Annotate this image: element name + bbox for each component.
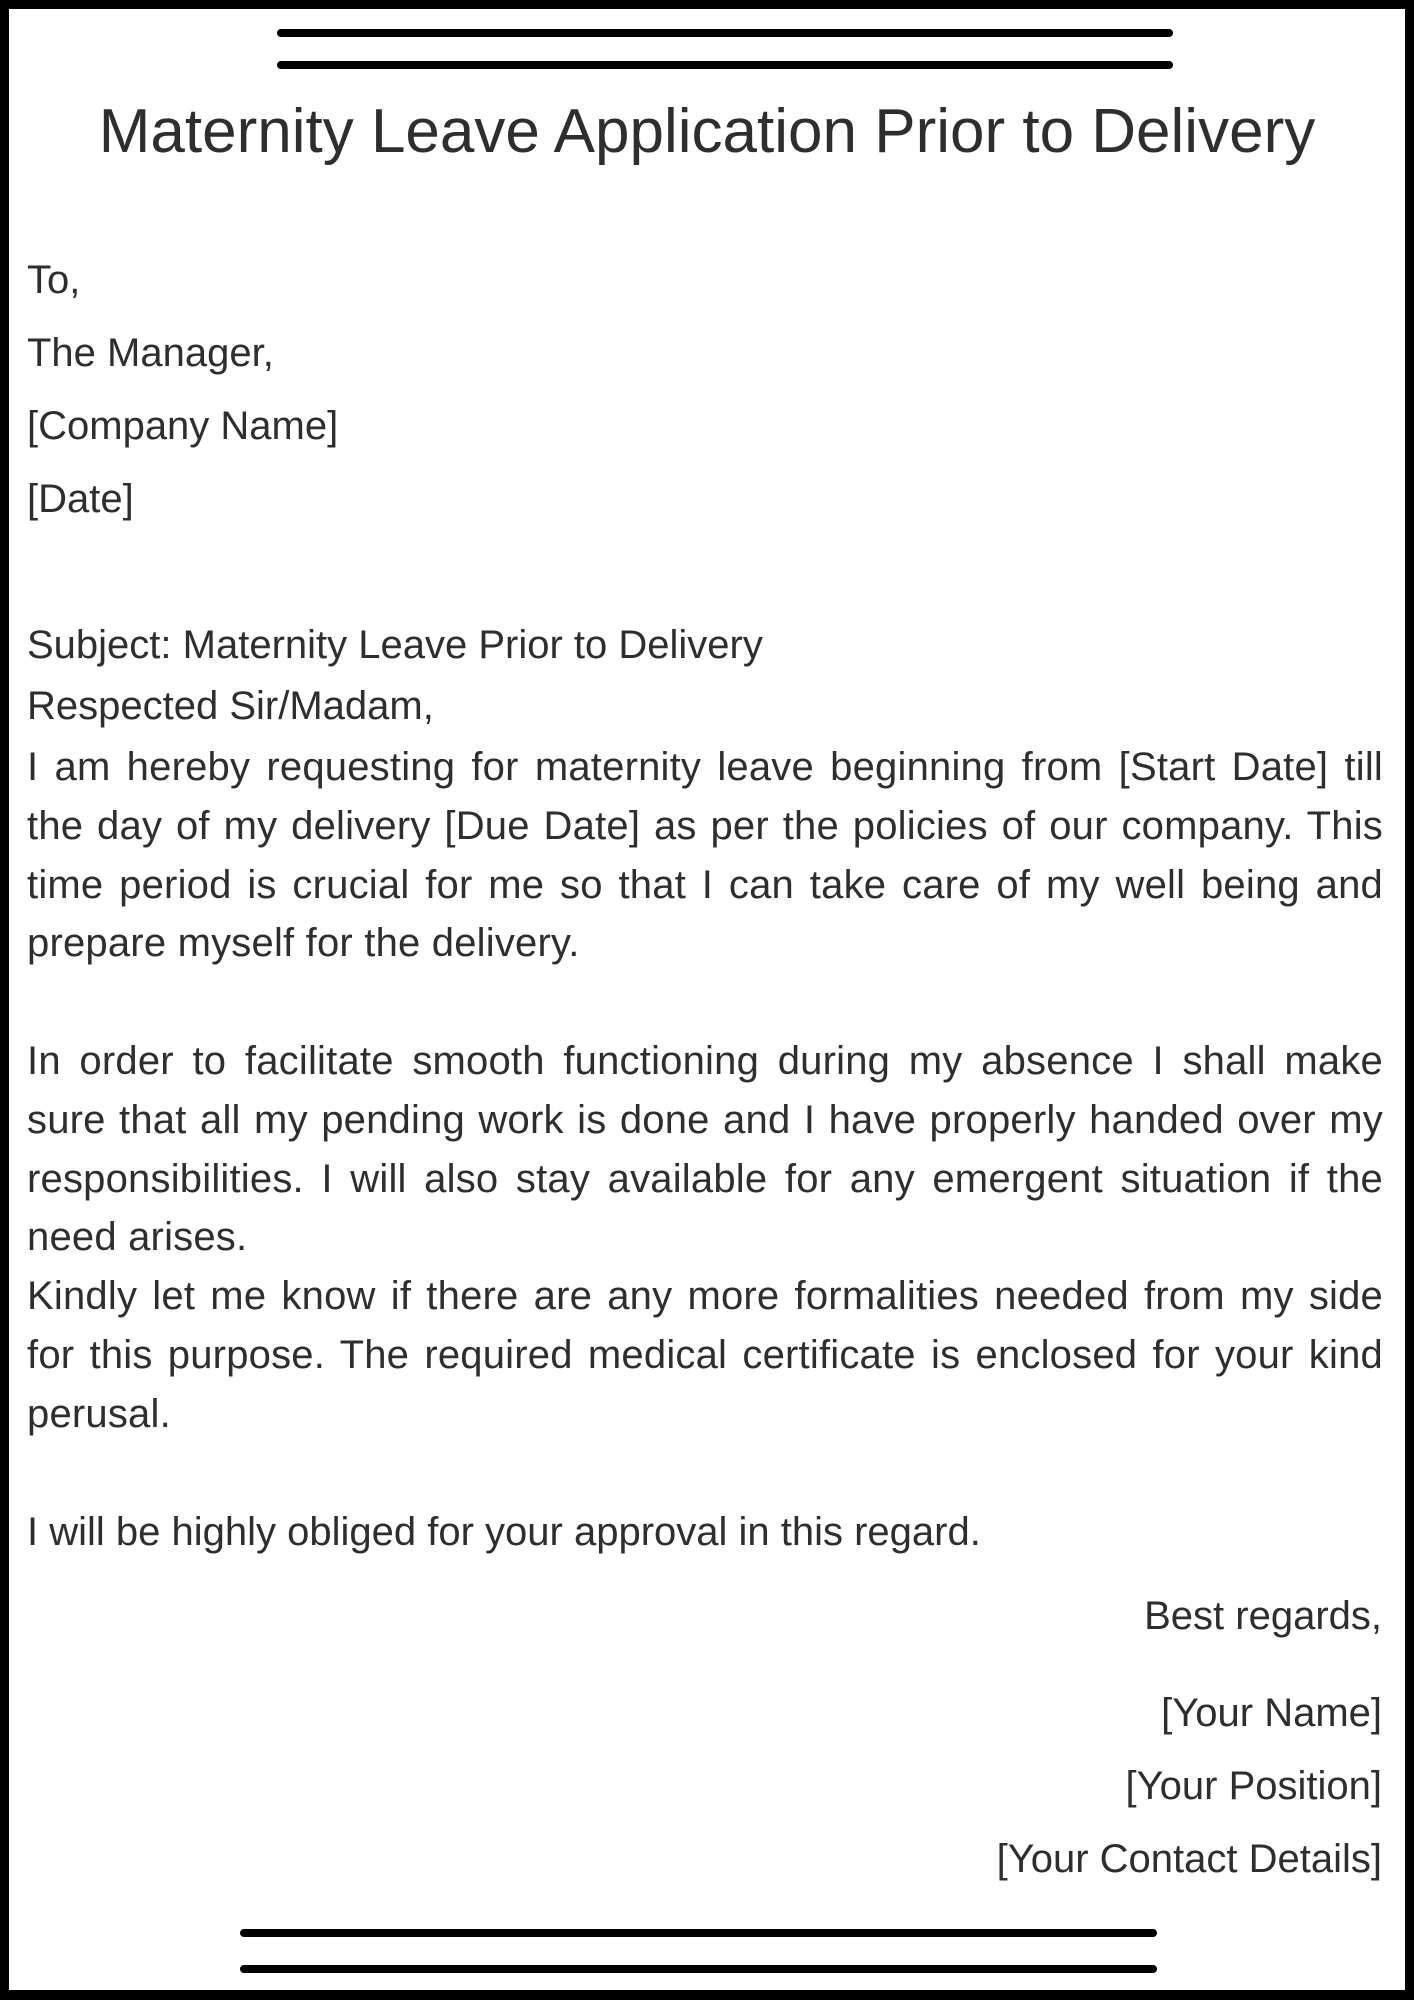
- closing-line: I will be highly obliged for your approval in this regard.: [27, 1510, 981, 1554]
- body-paragraph-1: I am hereby requesting for maternity leave beginning from [Start Date] till the day of my delivery [Due Date] as per the policies of our company. This time period is crucial for me so that I can take care of my well being and prepare myself for the delivery.: [27, 745, 1383, 966]
- subject-line: Subject: Maternity Leave Prior to Delivery: [27, 623, 763, 667]
- signoff: Best regards,: [1144, 1594, 1382, 1638]
- signature-contact: [Your Contact Details]: [996, 1837, 1382, 1881]
- salutation: Respected Sir/Madam,: [27, 684, 434, 728]
- recipient-date: [Date]: [27, 477, 134, 521]
- bottom-rule-1: [240, 1929, 1157, 1937]
- recipient-to: To,: [27, 258, 81, 302]
- bottom-rule-2: [240, 1965, 1157, 1973]
- top-rule-2: [277, 61, 1173, 69]
- signature-position: [Your Position]: [1125, 1764, 1382, 1808]
- body-paragraph-2: In order to facilitate smooth functioning during my absence I shall make sure that all my pending work is done and I have properly handed over my responsibilities. I will also stay available for any emergent situation if the need arises.: [27, 1039, 1383, 1260]
- recipient-name: The Manager,: [27, 331, 274, 375]
- signature-name: [Your Name]: [1161, 1691, 1382, 1735]
- document-title: Maternity Leave Application Prior to Delivery: [98, 97, 1316, 166]
- recipient-company: [Company Name]: [27, 404, 339, 448]
- top-rule-1: [277, 29, 1173, 37]
- body-paragraph-3: Kindly let me know if there are any more formalities needed from my side for this purpose. The required medical certificate is enclosed for your kind perusal.: [27, 1274, 1383, 1436]
